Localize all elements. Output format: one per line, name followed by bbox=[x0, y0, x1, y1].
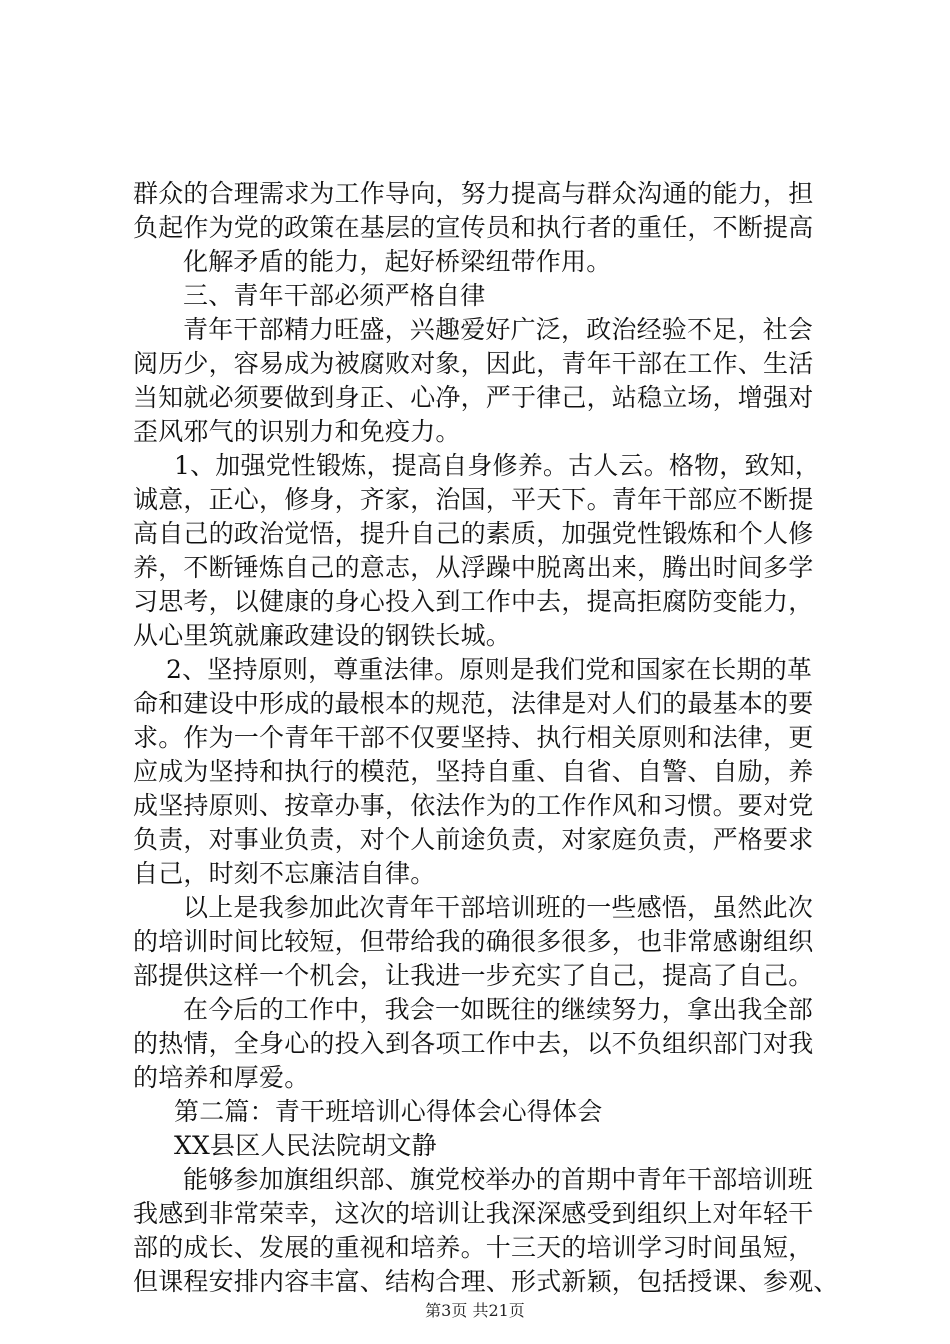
text-line: 阅历少，容易成为被腐败对象，因此，青年干部在工作、生活 bbox=[133, 349, 814, 378]
text-line: 部的成长、发展的重视和培养。十三天的培训学习时间虽短， bbox=[133, 1233, 814, 1262]
text-line: 自己，时刻不忘廉洁自律。 bbox=[133, 859, 436, 888]
text-line: 歪风邪气的识别力和免疫力。 bbox=[133, 417, 461, 446]
text-line: 的培训时间比较短，但带给我的确很多很多，也非常感谢组织 bbox=[133, 927, 814, 956]
text-line: 当知就必须要做到身正、心净，严于律己，站稳立场，增强对 bbox=[133, 383, 814, 412]
section-heading: 三、青年干部必须严格自律 bbox=[183, 281, 486, 310]
text-line: 化解矛盾的能力，起好桥梁纽带作用。 bbox=[183, 247, 612, 276]
text-line: 青年干部精力旺盛，兴趣爱好广泛，政治经验不足，社会 bbox=[183, 315, 814, 344]
text-line: 从心里筑就廉政建设的钢铁长城。 bbox=[133, 621, 512, 650]
text-line: 成坚持原则、按章办事，依法作为的工作作风和习惯。要对党 bbox=[133, 791, 814, 820]
text-line: 但课程安排内容丰富、结构合理、形式新颖，包括授课、参观、 bbox=[133, 1267, 839, 1296]
text-line: 命和建设中形成的最根本的规范，法律是对人们的最基本的要 bbox=[133, 689, 814, 718]
text-line: 负责，对事业负责，对个人前途负责，对家庭负责，严格要求 bbox=[133, 825, 814, 854]
text-line: 诚意，正心，修身，齐家，治国，平天下。青年干部应不断提 bbox=[133, 485, 814, 514]
author-line: XX县区人民法院胡文静 bbox=[174, 1131, 437, 1160]
text-line: 负起作为党的政策在基层的宣传员和执行者的重任，不断提高 bbox=[133, 213, 814, 242]
text-line: 部提供这样一个机会，让我进一步充实了自己，提高了自己。 bbox=[133, 961, 814, 990]
text-line: 我感到非常荣幸，这次的培训让我深深感受到组织上对年轻干 bbox=[133, 1199, 814, 1228]
text-line: 养，不断锤炼自己的意志，从浮躁中脱离出来，腾出时间多学 bbox=[133, 553, 814, 582]
text-line: 能够参加旗组织部、旗党校举办的首期中青年干部培训班 bbox=[183, 1165, 814, 1194]
section-heading: 第二篇：青干班培训心得体会心得体会 bbox=[174, 1097, 603, 1126]
text-line: 习思考，以健康的身心投入到工作中去，提高拒腐防变能力， bbox=[133, 587, 814, 616]
text-line: 在今后的工作中，我会一如既往的继续努力，拿出我全部 bbox=[183, 995, 814, 1024]
text-line: 1、加强党性锻炼，提高自身修养。古人云。格物，致知， bbox=[174, 451, 821, 480]
text-line: 群众的合理需求为工作导向，努力提高与群众沟通的能力，担 bbox=[133, 179, 814, 208]
page-footer: 第3页 共21页 bbox=[425, 1301, 525, 1320]
text-line: 的热情，全身心的投入到各项工作中去，以不负组织部门对我 bbox=[133, 1029, 814, 1058]
text-line: 2、坚持原则，尊重法律。原则是我们党和国家在长期的革 bbox=[166, 655, 813, 684]
text-line: 以上是我参加此次青年干部培训班的一些感悟，虽然此次 bbox=[183, 893, 814, 922]
text-line: 的培养和厚爱。 bbox=[133, 1063, 310, 1092]
text-line: 高自己的政治觉悟，提升自己的素质，加强党性锻炼和个人修 bbox=[133, 519, 814, 548]
text-line: 求。作为一个青年干部不仅要坚持、执行相关原则和法律，更 bbox=[133, 723, 814, 752]
text-line: 应成为坚持和执行的模范，坚持自重、自省、自警、自励，养 bbox=[133, 757, 814, 786]
